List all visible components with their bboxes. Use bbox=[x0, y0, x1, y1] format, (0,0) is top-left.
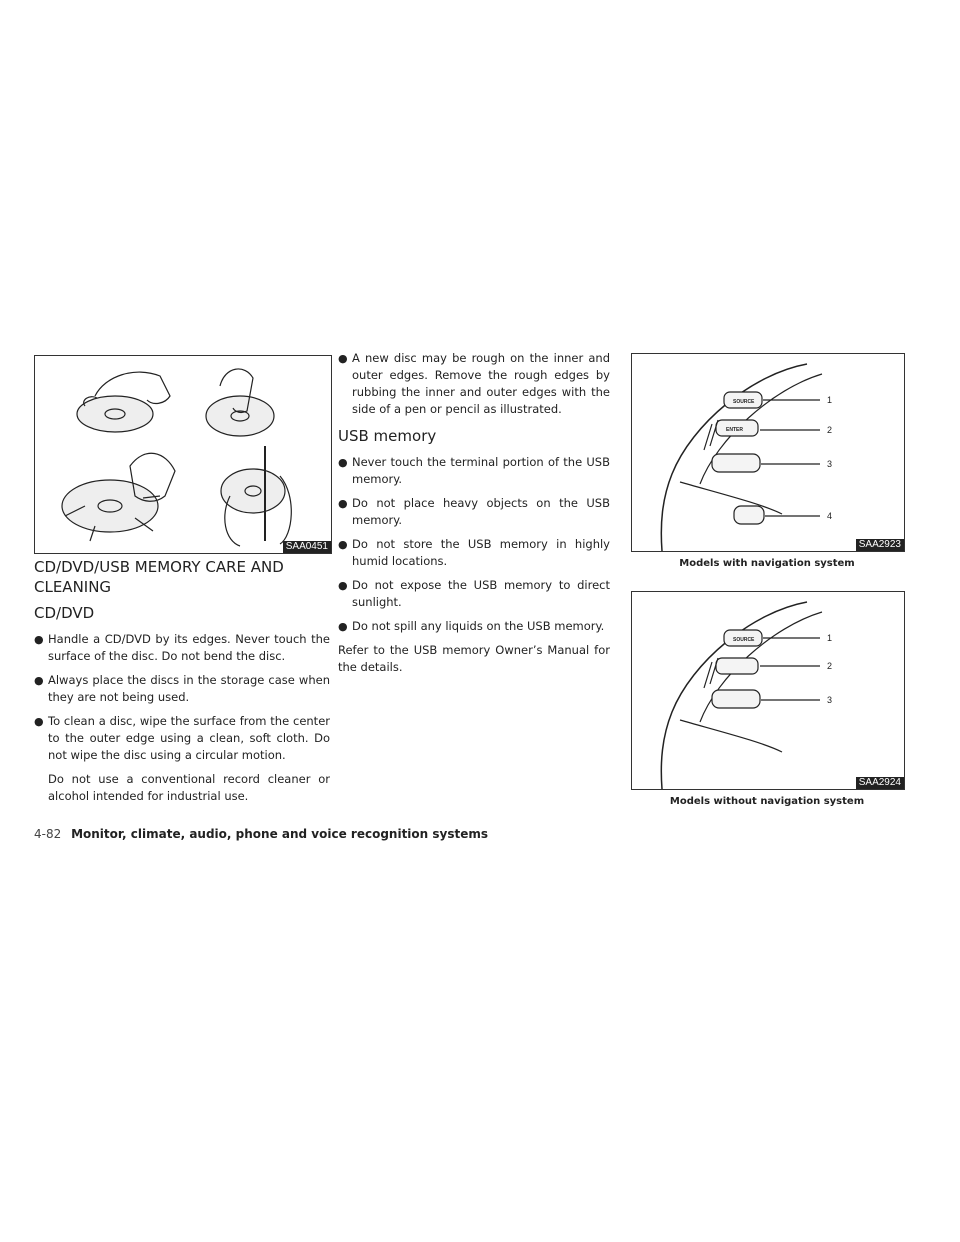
callout-label: 2 bbox=[827, 661, 833, 671]
figure-code: SAA0451 bbox=[283, 541, 331, 553]
bullet-item bbox=[34, 713, 330, 764]
steering-switch-illustration bbox=[632, 592, 904, 789]
cd-dvd-subheading: CD/DVD bbox=[34, 604, 95, 622]
source-button-label: SOURCE bbox=[733, 399, 755, 405]
bullet-text: Never touch the terminal portion of the USB memory. bbox=[352, 455, 610, 486]
closing-paragraph: Refer to the USB memory Owner’s Manual for the details. bbox=[338, 643, 610, 674]
bullet-icon: ● bbox=[338, 352, 348, 365]
source-button-label: SOURCE bbox=[733, 637, 755, 643]
callout-label: 1 bbox=[827, 633, 833, 643]
bullet-icon: ● bbox=[338, 579, 348, 592]
callout-label: 1 bbox=[827, 395, 833, 405]
bullet-icon: ● bbox=[338, 456, 348, 469]
bullet-icon: ● bbox=[34, 633, 44, 646]
left-column bbox=[34, 557, 330, 805]
bullet-text: Do not place heavy objects on the USB memory. bbox=[352, 496, 610, 527]
bullet-text: A new disc may be rough on the inner and outer edges. Remove the rough edges by rubbing the inner and outer edges with the side of a pen or pencil as illustrated. bbox=[352, 351, 610, 416]
bullet-item bbox=[338, 618, 610, 635]
middle-column bbox=[338, 350, 610, 676]
usb-subheading: USB memory bbox=[338, 427, 437, 445]
bullet-item bbox=[338, 495, 610, 529]
callout-label: 3 bbox=[827, 695, 833, 705]
note-paragraph: Do not use a conventional record cleaner or alcohol intended for industrial use. bbox=[48, 772, 330, 803]
bullet-icon: ● bbox=[338, 538, 348, 551]
nav-switches-figure bbox=[631, 353, 905, 552]
no-nav-figure-caption: Models without navigation system bbox=[669, 796, 865, 807]
page-number: 4-82 bbox=[34, 827, 62, 841]
bullet-item bbox=[338, 536, 610, 570]
steering-switch-illustration bbox=[632, 354, 904, 551]
enter-button-label: ENTER bbox=[726, 427, 743, 433]
callout-label: 4 bbox=[827, 511, 833, 521]
section-heading: CD/DVD/USB MEMORY CARE AND CLEANING bbox=[34, 558, 284, 596]
section-title: Monitor, climate, audio, phone and voice recognition systems bbox=[71, 827, 489, 841]
bullet-icon: ● bbox=[34, 674, 44, 687]
cd-care-figure bbox=[34, 355, 332, 554]
bullet-item bbox=[34, 672, 330, 706]
bullet-text: Do not expose the USB memory to direct sunlight. bbox=[352, 578, 610, 609]
bullet-icon: ● bbox=[338, 620, 348, 633]
page-footer bbox=[34, 827, 488, 841]
bullet-item bbox=[338, 454, 610, 488]
bullet-text: Always place the discs in the storage case when they are not being used. bbox=[48, 673, 330, 704]
callout-label: 3 bbox=[827, 459, 833, 469]
bullet-text: Do not spill any liquids on the USB memory. bbox=[352, 619, 605, 633]
bullet-item bbox=[338, 577, 610, 611]
bullet-text: To clean a disc, wipe the surface from the center to the outer edge using a clean, soft cloth. Do not wipe the disc using a circular motion. bbox=[48, 714, 330, 762]
no-nav-switches-figure bbox=[631, 591, 905, 790]
bullet-text: Handle a CD/DVD by its edges. Never touch the surface of the disc. Do not bend the disc. bbox=[48, 632, 330, 663]
cd-care-illustration bbox=[35, 356, 331, 553]
figure-code: SAA2924 bbox=[856, 777, 904, 789]
figure-code: SAA2923 bbox=[856, 539, 904, 551]
bullet-text: Do not store the USB memory in highly humid locations. bbox=[352, 537, 610, 568]
callout-label: 2 bbox=[827, 425, 833, 435]
bullet-icon: ● bbox=[338, 497, 348, 510]
bullet-item bbox=[338, 350, 610, 418]
bullet-item bbox=[34, 631, 330, 665]
bullet-icon: ● bbox=[34, 715, 44, 728]
nav-figure-caption: Models with navigation system bbox=[679, 558, 855, 569]
